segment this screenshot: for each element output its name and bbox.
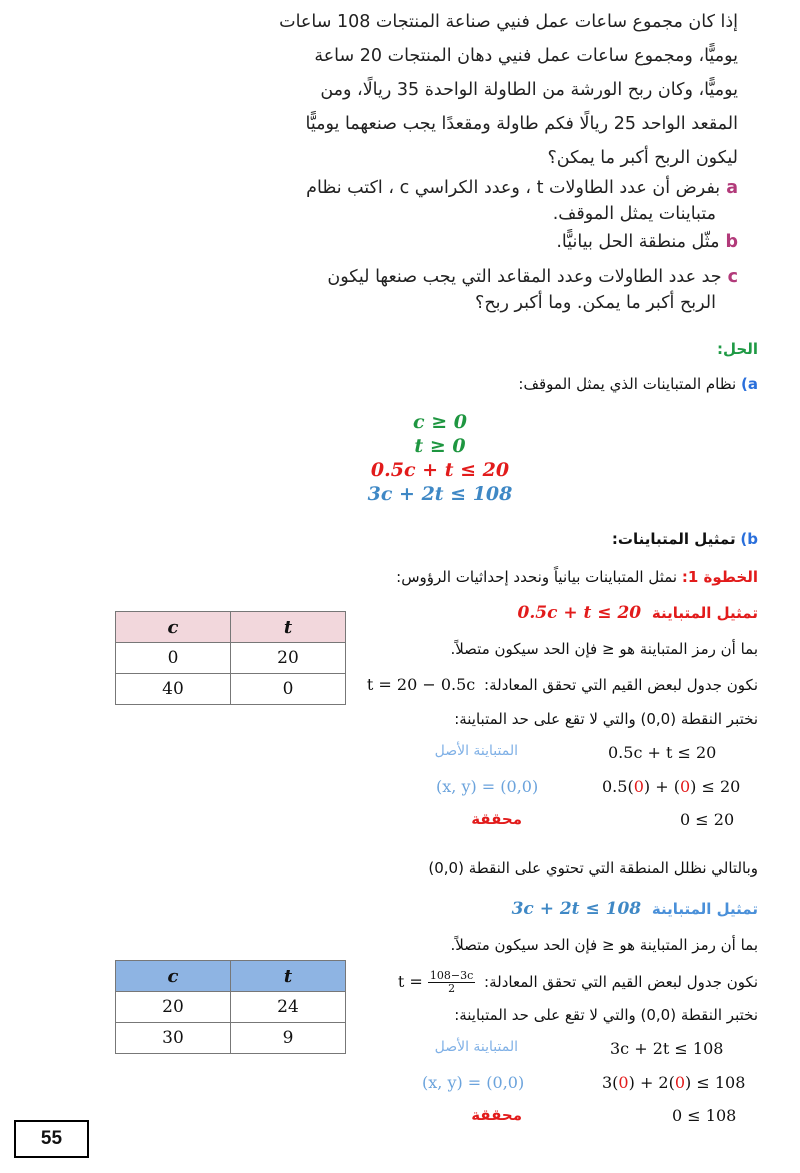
ineq1-line2-text: نكون جدول لبعض القيم التي تحقق المعادلة: [484,676,758,694]
problem-part-a [268,178,738,230]
problem-line: يوميًّا، ومجموع ساعات عمل فنيي دهان المنتجات 20 ساعة [314,46,738,66]
ineq2-line2-text: نكون جدول لبعض القيم التي تحقق المعادلة: [484,973,758,992]
ineq1-table [115,611,346,705]
ineq2-original-label: المتباينة الأصل [434,1039,518,1055]
table-row [116,1023,346,1054]
ineq1-verified: محققة [471,810,522,828]
equation-lhs: t = [397,972,423,992]
system-ineq-build: 3c + 2t ≤ 108 [367,483,513,505]
part-a-line [518,375,758,393]
ineq1-point: (x, y) = (0,0) [436,777,539,796]
part-marker: c [727,267,738,287]
table-header: c [116,612,231,643]
part-text: الربح أكبر ما يمكن. وما أكبر ربح؟ [475,293,716,313]
ineq2-line2 [398,970,758,995]
problem-line: إذا كان مجموع ساعات عمل فنيي صناعة المنتجات 108 ساعات [279,12,738,32]
part-text: متباينات يمثل الموقف. [552,204,716,224]
part-marker: b [725,232,738,252]
table-cell: 20 [116,992,231,1023]
ineq2-original: 3c + 2t ≤ 108 [610,1039,724,1058]
ineq1-line1: بما أن رمز المتباينة هو ≤ فإن الحد سيكون متصلاً. [450,640,758,658]
part-marker: a [726,178,738,198]
ineq1-original-label: المتباينة الأصل [434,743,518,759]
part-b-line [612,530,758,548]
step1-line [396,568,758,586]
ineq2-heading [512,899,758,919]
ineq2-result: 0 ≤ 108 [672,1106,737,1125]
ineq2-verified: محققة [471,1106,522,1124]
ineq1-heading-math: 0.5c + t ≤ 20 [517,603,642,623]
table-row [116,643,346,674]
step1-text: نمثل المتباينات بيانياً ونحدد إحداثيات الرؤوس: [396,568,678,586]
problem-line: يوميًّا، وكان ربح الورشة من الطاولة الواحدة 35 ريالًا، ومن [320,80,738,100]
ineq2-heading-math: 3c + 2t ≤ 108 [511,899,642,919]
table-cell: 0 [231,674,346,705]
ineq1-line3: نختبر النقطة (0,0) والتي لا تقع على حد المتباينة: [454,710,758,728]
table-cell: 20 [231,643,346,674]
page-number: 55 [14,1120,89,1158]
ineq2-line1: بما أن رمز المتباينة هو ≤ فإن الحد سيكون متصلاً. [450,936,758,954]
ineq1-heading [518,603,759,623]
ineq1-equation: t = 20 − 0.5c [366,675,476,694]
equation-fraction: $\frac{108-3c}{2}$ [429,969,474,996]
ineq1-substitution: 0.5(0) + (0) ≤ 20 [602,777,741,796]
system-ineq-t: t ≥ 0 [414,435,466,457]
table-cell: 9 [231,1023,346,1054]
table-header: c [116,961,231,992]
part-text: بفرض أن عدد الطاولات t ، وعدد الكراسي c ، اكتب نظام [306,178,721,198]
table-cell: 0 [116,643,231,674]
part-text: مثّل منطقة الحل بيانيًّا. [556,232,720,252]
system-ineq-paint: 0.5c + t ≤ 20 [370,459,510,481]
ineq2-table [115,960,346,1054]
table-header: t [231,961,346,992]
ineq2-substitution: 3(0) + 2(0) ≤ 108 [602,1073,746,1092]
part-a-marker: a) [741,375,758,393]
problem-line: ليكون الربح أكبر ما يمكن؟ [547,148,738,168]
ineq2-equation [398,970,475,995]
table-cell: 40 [116,674,231,705]
problem-line: المقعد الواحد 25 ريالًا فكم طاولة ومقعدًا يجب صنعهما يوميًّا [305,114,738,134]
problem-text [278,12,738,182]
ineq1-conclusion: وبالتالي نظلل المنطقة التي تحتوي على النقطة (0,0) [428,859,758,877]
system-ineq-c: c ≥ 0 [413,411,467,433]
problem-part-c [268,267,738,319]
ineq1-result: 0 ≤ 20 [680,810,735,829]
part-a-text: نظام المتباينات الذي يمثل الموقف: [518,375,737,393]
ineq1-original: 0.5c + t ≤ 20 [608,743,717,762]
part-b-marker: b) [740,530,758,548]
part-text: جد عدد الطاولات وعدد المقاعد التي يجب صنعها ليكون [327,267,722,287]
ineq1-heading-text: تمثيل المتباينة [651,604,758,622]
table-row [116,992,346,1023]
solution-heading: الحل: [717,340,758,358]
table-cell: 30 [116,1023,231,1054]
table-header: t [231,612,346,643]
table-row [116,674,346,705]
ineq2-point: (x, y) = (0,0) [422,1073,525,1092]
ineq1-line2 [367,675,758,694]
step1-label: الخطوة 1: [681,568,758,586]
part-b-text: تمثيل المتباينات: [611,530,736,548]
table-cell: 24 [231,992,346,1023]
ineq2-line3: نختبر النقطة (0,0) والتي لا تقع على حد المتباينة: [454,1006,758,1024]
problem-part-b [268,232,738,253]
ineq2-heading-text: تمثيل المتباينة [651,900,758,918]
